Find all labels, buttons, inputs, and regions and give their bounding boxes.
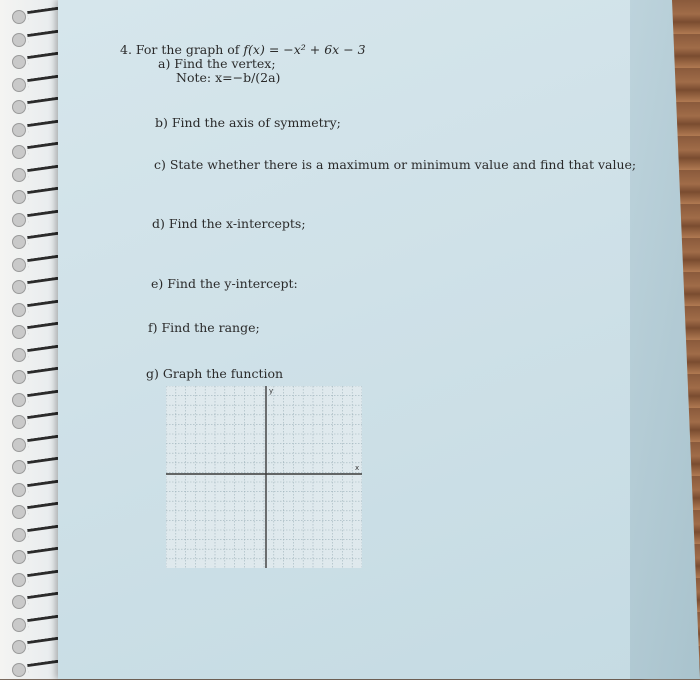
notebook-hole — [12, 348, 26, 362]
part-b: b) Find the axis of symmetry; — [155, 115, 341, 130]
question-prompt: For the graph of — [135, 42, 240, 57]
notebook-hole — [12, 393, 26, 407]
x-axis-label: x — [355, 464, 360, 472]
notebook-hole — [12, 303, 26, 317]
notebook-hole — [12, 280, 26, 294]
notebook-hole — [12, 78, 26, 92]
question-number: 4. — [120, 42, 132, 57]
notebook-hole — [12, 213, 26, 227]
notebook-hole — [12, 438, 26, 452]
y-axis-label: y — [269, 387, 274, 395]
notebook-hole — [12, 483, 26, 497]
notebook-hole — [12, 573, 26, 587]
notebook-hole — [12, 258, 26, 272]
question-4 — [120, 42, 366, 57]
worksheet-paper — [58, 0, 648, 679]
notebook-hole — [12, 123, 26, 137]
graph-grid — [166, 386, 362, 568]
notebook-hole — [12, 415, 26, 429]
part-a-note: Note: x=−b/(2a) — [176, 70, 281, 85]
notebook-hole — [12, 235, 26, 249]
notebook-hole — [12, 595, 26, 609]
notebook-hole — [12, 168, 26, 182]
notebook-hole — [12, 33, 26, 47]
part-d: d) Find the x-intercepts; — [152, 216, 306, 231]
coordinate-grid — [166, 386, 362, 568]
notebook-hole — [12, 145, 26, 159]
notebook-hole — [12, 505, 26, 519]
notebook-hole — [12, 325, 26, 339]
notebook-hole — [12, 618, 26, 632]
notebook-hole — [12, 190, 26, 204]
part-a: a) Find the vertex; — [158, 56, 276, 71]
notebook-hole — [12, 460, 26, 474]
notebook-hole — [12, 550, 26, 564]
notebook-hole — [12, 528, 26, 542]
notebook-hole — [12, 100, 26, 114]
part-e: e) Find the y-intercept: — [151, 276, 298, 291]
notebook-hole — [12, 370, 26, 384]
part-c: c) State whether there is a maximum or minimum value and find that value; — [154, 157, 637, 172]
notebook-hole — [12, 10, 26, 24]
notebook-hole — [12, 663, 26, 677]
notebook-hole — [12, 55, 26, 69]
part-g: g) Graph the function — [146, 366, 284, 381]
part-f: f) Find the range; — [148, 320, 260, 335]
function-expression: f(x) = −x² + 6x − 3 — [243, 42, 366, 57]
notebook-hole — [12, 640, 26, 654]
